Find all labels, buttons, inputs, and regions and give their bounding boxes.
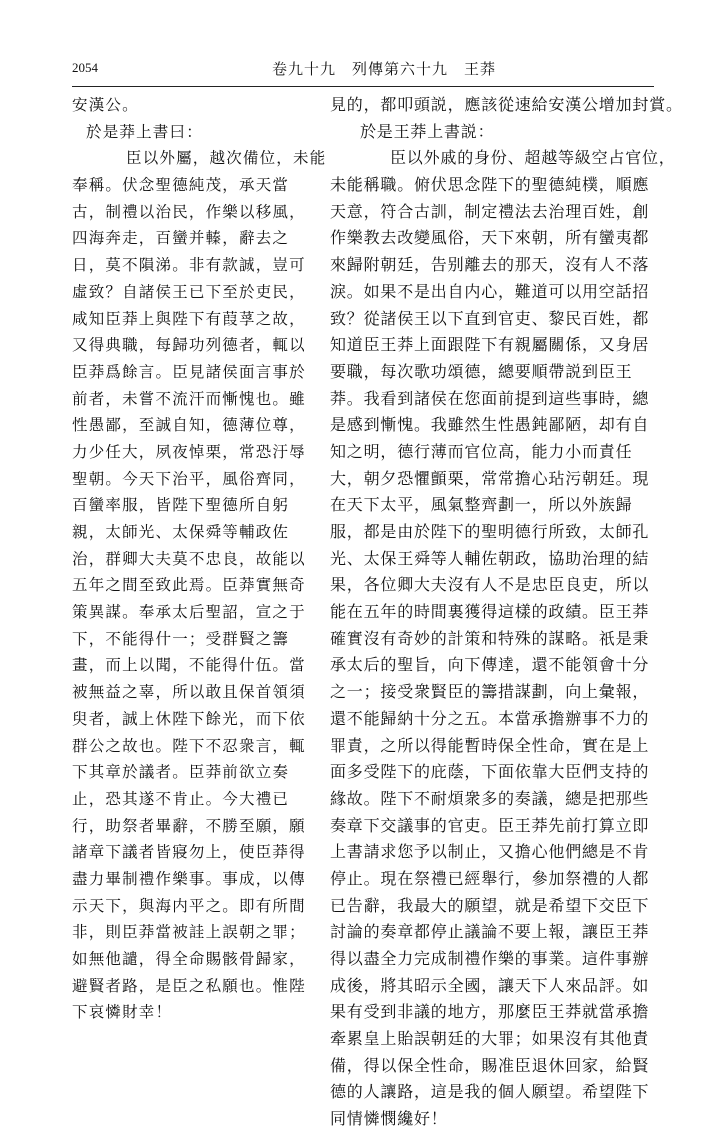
- text-line: 已告辭，我最大的願望，就是希望下交臣下: [330, 895, 650, 915]
- text-line: 親，太師光、太保舜等輔政佐: [72, 523, 290, 541]
- text-line: 天意，符合古訓，制定禮法去治理百姓，創: [330, 201, 650, 221]
- text-line: 奏章下交議事的官吏。臣王莽先前打算立即: [330, 815, 650, 835]
- text-line: 力少任大，夙夜悼栗，常恐汙辱: [72, 442, 306, 461]
- text-line: 示天下，與海内平之。即有所間: [72, 896, 306, 915]
- text-line: 臣以外戚的身份、超越等級空占官位，: [390, 148, 676, 168]
- text-line: 治，群卿大夫莫不忠良，故能以: [72, 549, 306, 568]
- text-line: 服，都是由於陛下的聖明德行所致，太師孔: [330, 522, 650, 541]
- text-line: 群公之故也。陛下不忍衆言，輒: [72, 736, 306, 755]
- text-line: 下其章於議者。臣莽前欲立奏: [72, 763, 290, 782]
- text-line: 見的，都叩頭説，應該從速給安漢公增加封賞。: [330, 95, 683, 114]
- text-line: 性愚鄙，至誠自知，德薄位尊，: [72, 416, 306, 435]
- text-line: 知道臣王莽上面跟陛下有親屬關係，又身居: [330, 335, 650, 355]
- text-line: 避賢者路，是臣之私願也。惟陛: [72, 976, 306, 995]
- text-line: 在天下太平，風氣整齊劃一，所以外族歸: [330, 495, 633, 515]
- text-line: 於是莽上書曰：: [86, 122, 203, 141]
- text-line: 能在五年的時間裏獲得這樣的政績。臣王莽: [330, 602, 650, 622]
- text-line: 前者，未嘗不流汗而慚愧也。雖: [72, 389, 306, 408]
- text-line: 上書請求您予以制止，又擔心他們總是不肯: [330, 842, 650, 862]
- text-line: 大，朝夕恐懼顫栗，常常擔心玷污朝廷。現: [330, 468, 650, 488]
- text-line: 非，則臣莽當被詿上誤朝之罪；: [72, 923, 306, 942]
- text-line: 同情憐憫纔好！: [330, 1109, 448, 1129]
- text-line: 光、太保王舜等人輔佐朝政，協助治理的結: [330, 548, 650, 568]
- text-line: 作樂教去改變風俗，天下來朝，所有蠻夷都: [330, 228, 650, 248]
- text-line: 止，恐其遂不肯止。今大禮已: [72, 789, 290, 808]
- text-line: 罪責，之所以得能暫時保全性命，實在是上: [330, 735, 650, 755]
- text-line: 行，助祭者畢辭，不勝至願，願: [72, 816, 306, 835]
- text-line: 盡力畢制禮作樂事。事成，以傳: [72, 869, 306, 888]
- text-line: 被無益之辜，所以敢且保首領須: [72, 683, 306, 702]
- text-line: 致？從諸侯王以下直到官吏、黎民百姓，都: [330, 308, 650, 328]
- page-header: [72, 60, 654, 86]
- text-line: 還不能歸納十分之五。本當承擔辦事不力的: [330, 708, 650, 728]
- text-line: 要職，每次歌功頌德，總要順帶説到臣王: [330, 361, 633, 381]
- text-line: 確實沒有奇妙的計策和特殊的謀略。祇是秉: [330, 628, 650, 648]
- text-line: 於是王莽上書説：: [360, 121, 495, 141]
- text-line: 討論的奏章都停止議論不要上報，讓臣王莽: [330, 922, 650, 942]
- text-line: 成後，將其昭示全國，讓天下人來品評。如: [330, 975, 650, 995]
- text-line: 五年之間至致此焉。臣莽實無奇: [72, 576, 306, 595]
- translation-text-column: [330, 92, 683, 1133]
- text-line: 未能稱職。俯伏思念陛下的聖德純樸，順應: [330, 175, 650, 195]
- text-line: 知之明，德行薄而官位高，能力小而責任: [330, 441, 633, 461]
- classical-text-column: [72, 92, 327, 1026]
- text-line: 畫，而上以聞，不能得什伍。當: [72, 656, 306, 675]
- text-line: 日，莫不隕涕。非有款誠，豈可: [72, 256, 306, 275]
- text-line: 來歸附朝廷，告别離去的那天，沒有人不落: [330, 255, 650, 275]
- text-line: 安漢公。: [72, 96, 139, 114]
- text-line: 緣故。陛下不耐煩衆多的奏議，總是把那些: [330, 788, 650, 808]
- text-line: 牽累皇上貽誤朝廷的大罪；如果沒有其他責: [330, 1029, 650, 1049]
- text-line: 臾者，誠上休陛下餘光，而下依: [72, 709, 306, 728]
- text-line: 是感到慚愧。我雖然生性愚鈍鄙陋，却有自: [330, 415, 650, 435]
- text-line: 臣莽爲餘言。臣見諸侯面言事於: [72, 362, 306, 381]
- text-line: 虛致？自諸侯王已下至於吏民，: [72, 282, 306, 301]
- text-line: 聖朝。今天下治平，風俗齊同，: [72, 469, 306, 488]
- text-line: 奉稱。伏念聖德純茂，承天當: [72, 176, 290, 195]
- text-line: 下，不能得什一；受群賢之籌: [72, 629, 290, 648]
- text-line: 策異謀。奉承太后聖詔，宣之于: [72, 603, 306, 622]
- text-line: 果，各位卿大夫沒有人不是忠臣良吏，所以: [330, 575, 650, 595]
- text-line: 臣以外屬，越次備位，未能: [126, 149, 327, 168]
- text-line: 如無他譴，得全命賜骸骨歸家，: [72, 950, 306, 968]
- text-line: 諸章下議者皆寢勿上，使臣莽得: [72, 843, 306, 862]
- page-number: 2054: [72, 60, 98, 75]
- text-line: 百蠻率服，皆陛下聖德所自躬: [72, 496, 290, 515]
- text-line: 承太后的聖旨，向下傳達，還不能領會十分: [330, 655, 650, 675]
- text-line: 咸知臣莽上與陛下有葭莩之故，: [72, 309, 306, 328]
- text-line: 備，得以保全性命，賜准臣退休回家，給賢: [330, 1055, 650, 1075]
- header-rule: [72, 86, 654, 87]
- text-line: 之一；接受衆賢臣的籌措謀劃，向上彙報，: [330, 682, 650, 702]
- text-line: 得以盡全力完成制禮作樂的事業。這件事辦: [330, 949, 650, 968]
- text-line: 下哀憐財幸！: [72, 1003, 173, 1022]
- text-line: 淚。如果不是出自内心，難道可以用空話招: [330, 281, 650, 301]
- text-line: 四海奔走，百蠻并轃，辭去之: [72, 229, 290, 248]
- text-line: 古，制禮以治民，作樂以移風，: [72, 202, 306, 221]
- text-line: 果有受到非議的地方，那麼臣王莽就當承擔: [330, 1002, 650, 1022]
- text-line: 面多受陛下的庇蔭，下面依靠大臣們支持的: [330, 762, 650, 782]
- text-line: 停止。現在祭禮已經舉行，參加祭禮的人都: [330, 868, 650, 888]
- text-line: 德的人讓路，這是我的個人願望。希望陛下: [330, 1082, 650, 1102]
- text-line: 莽。我看到諸侯在您面前提到這些事時，總: [330, 388, 650, 408]
- text-line: 又得典職，每歸功列德者，輒以: [72, 336, 306, 355]
- running-head: 卷九十九 列傳第六十九 王莽: [272, 60, 497, 78]
